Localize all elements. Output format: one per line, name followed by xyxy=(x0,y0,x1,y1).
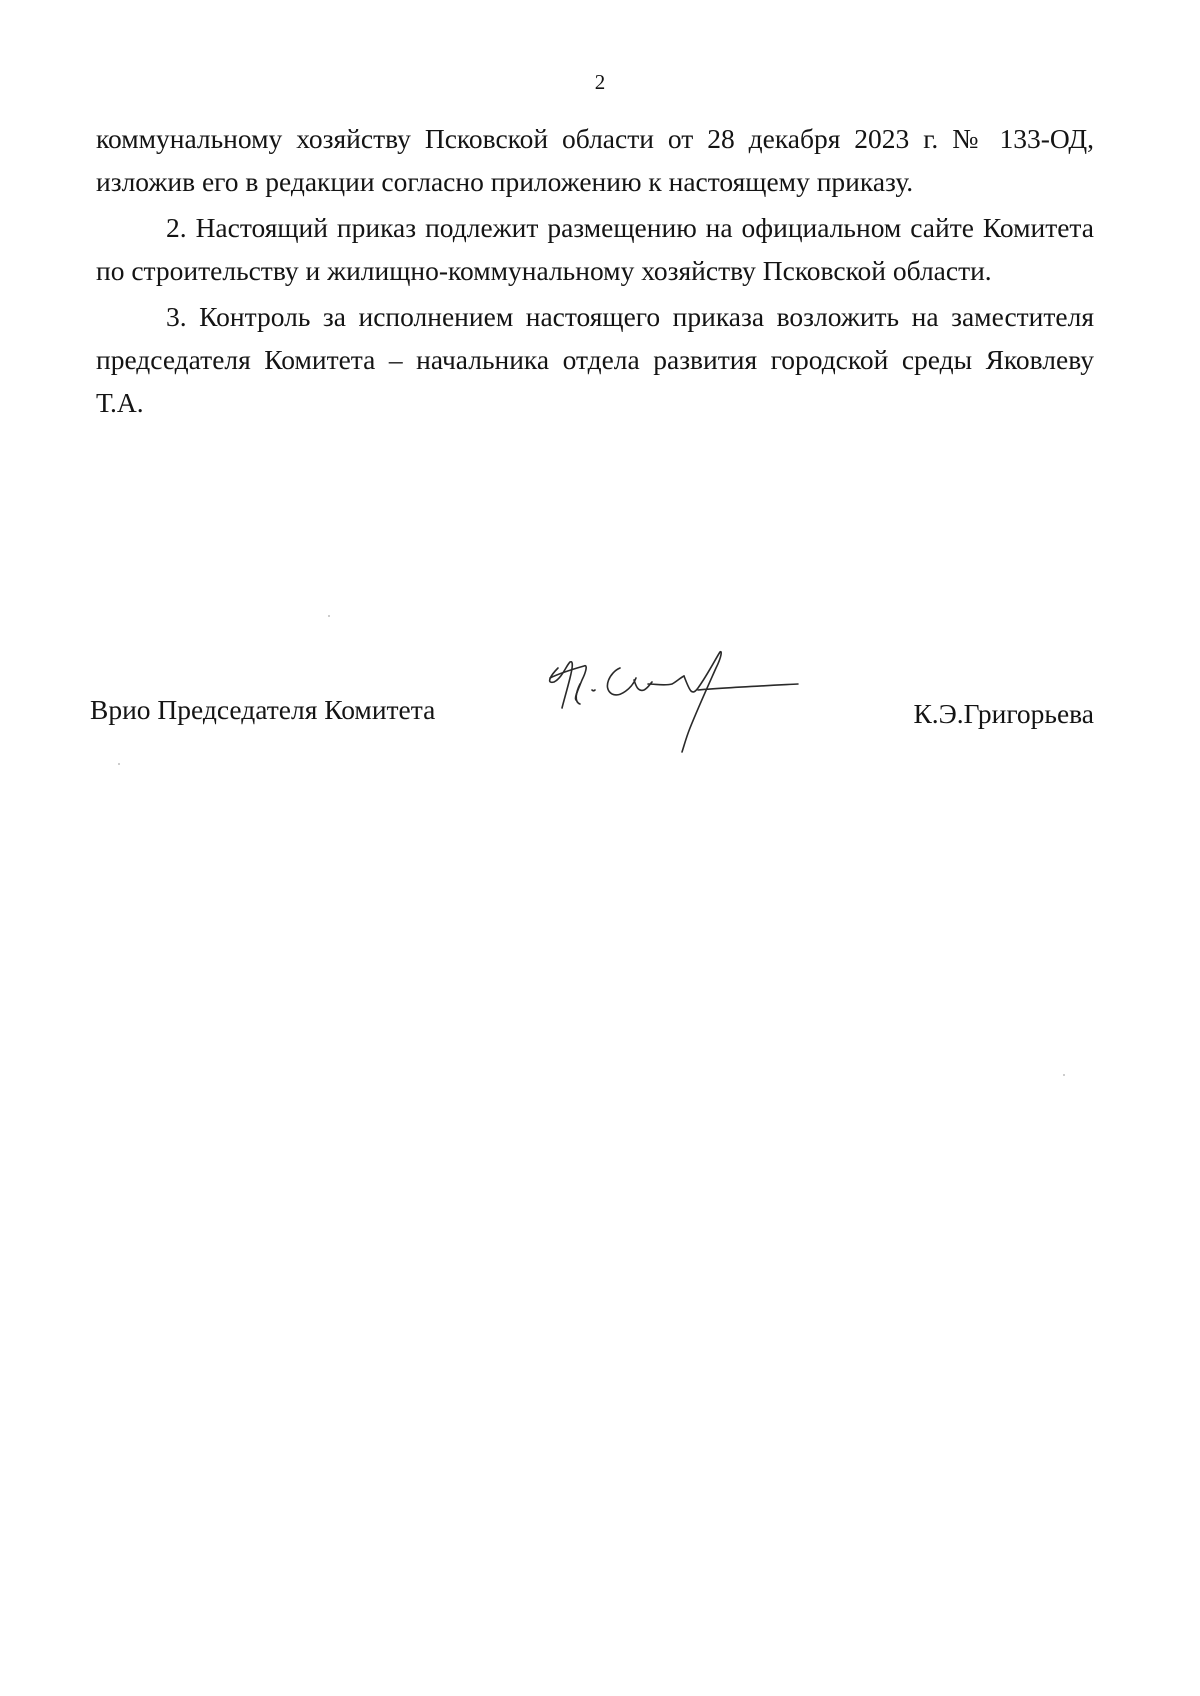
signature-stroke xyxy=(576,684,580,704)
signatory-name: К.Э.Григорьева xyxy=(913,698,1094,729)
signature-stroke xyxy=(550,662,573,708)
handwritten-signature xyxy=(540,648,820,760)
page-number: 2 xyxy=(594,70,606,94)
signature-stroke xyxy=(682,652,721,752)
signature-stroke xyxy=(607,668,636,695)
signatory-position: Врио Председателя Комитета xyxy=(90,694,436,725)
scan-speck xyxy=(1063,1074,1065,1076)
signature-stroke xyxy=(592,690,595,691)
signature-stroke xyxy=(648,676,684,685)
paragraph-continuation: коммунальному хозяйству Псковской области от 28 декабря 2023 г. № 133-ОД, изложив его в редакции согласно приложению к настоящему приказу. xyxy=(96,123,1094,197)
signature-stroke xyxy=(634,680,652,690)
signature-stroke xyxy=(698,684,798,690)
paragraph-control: 3. Контроль за исполнением настоящего приказа возложить на заместителя председателя Комитета – начальника отдела развития городской среды Яковлеву Т.А. xyxy=(96,301,1094,418)
paragraph-publication: 2. Настоящий приказ подлежит размещению на официальном сайте Комитета по строительству и жилищно-коммунальному хозяйству Псковской области. xyxy=(96,212,1094,286)
scan-speck xyxy=(118,763,120,765)
document-body xyxy=(96,117,1094,424)
scan-speck xyxy=(328,615,330,617)
